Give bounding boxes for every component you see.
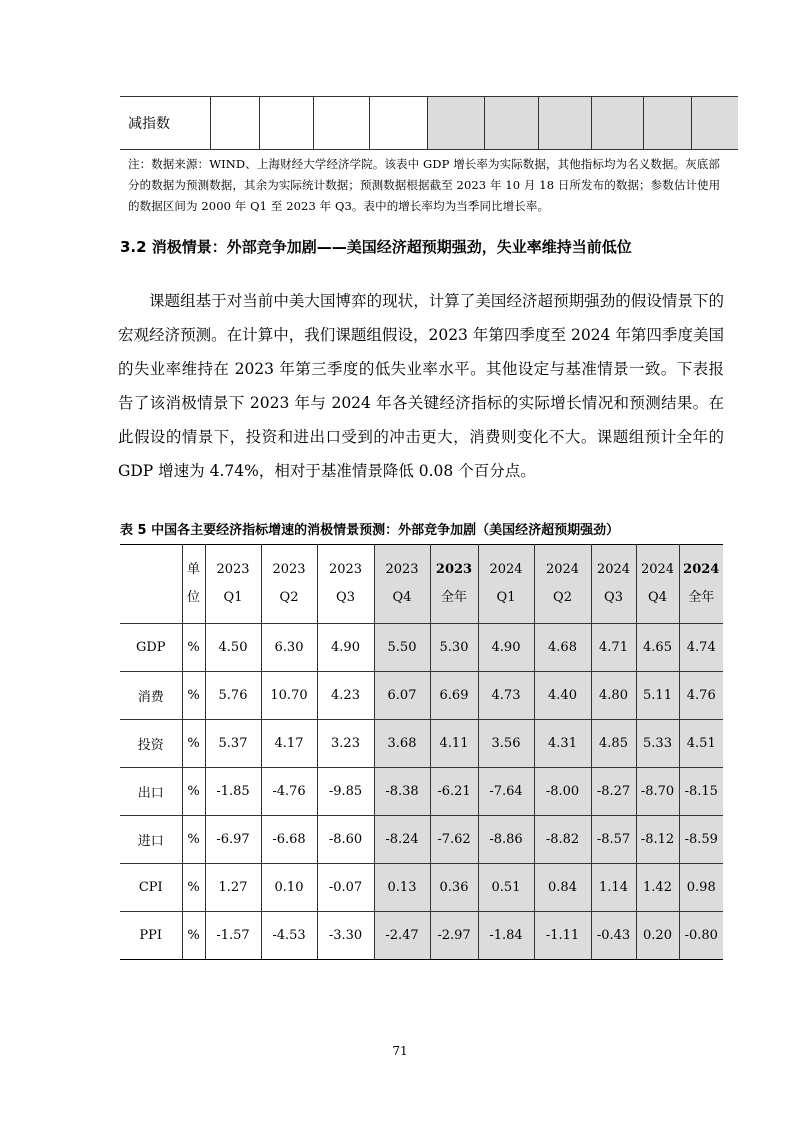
value-cell: -7.62 (430, 816, 478, 864)
table-row (120, 864, 723, 912)
indicator-name: 进口 (120, 816, 182, 864)
value-cell: 4.50 (205, 624, 261, 672)
value-cell: 6.69 (430, 672, 478, 720)
value-cell: 4.51 (679, 720, 723, 768)
row-label: 减指数 (120, 97, 211, 150)
column-year: 2023 (272, 562, 306, 577)
value-cell: -8.57 (591, 816, 636, 864)
value-cell: -0.80 (679, 912, 723, 960)
value-cell: -7.64 (478, 768, 534, 816)
empty-cell (539, 97, 592, 150)
unit-cell: % (182, 912, 205, 960)
forecast-table (120, 544, 723, 960)
body-paragraph: 课题组基于对当前中美大国博弈的现状，计算了美国经济超预期强劲的假设情景下的宏观经济预测。在计算中，我们课题组假设，2023 年第四季度至 2024 年第四季度美国的失业率维持在 2023 年第三季度的低失业率水平。其他设定与基准情景一致。下表报告了该消极情景下 2023 年与 2024 年各关键经济指标的实际增长情况和预测结果。在此假设的情景下，投资和进出口受到的冲击更大，消费则变化不大。课题组预计全年的 GDP 增速为 4.74%，相对于基准情景降低 0.08 个百分点。 (118, 292, 724, 480)
column-period: Q1 (223, 590, 243, 605)
column-header (205, 545, 261, 624)
column-period: Q2 (279, 590, 299, 605)
value-cell: 6.30 (261, 624, 317, 672)
column-period: Q4 (648, 590, 667, 605)
value-cell: -0.43 (591, 912, 636, 960)
value-cell: 4.17 (261, 720, 317, 768)
column-year: 2023 (328, 562, 363, 577)
column-period: Q2 (553, 590, 572, 605)
value-cell: -8.24 (374, 816, 430, 864)
empty-cell (592, 97, 644, 150)
value-cell: 0.84 (534, 864, 591, 912)
empty-cell (644, 97, 692, 150)
value-cell: 0.51 (478, 864, 534, 912)
continued-table (120, 96, 738, 150)
empty-cell (485, 97, 539, 150)
unit-cell: % (182, 672, 205, 720)
value-cell: 4.85 (591, 720, 636, 768)
indicator-name: 出口 (120, 768, 182, 816)
unit-cell: % (182, 816, 205, 864)
value-cell: 4.80 (591, 672, 636, 720)
value-cell: -1.57 (205, 912, 261, 960)
indicator-name: 投资 (120, 720, 182, 768)
indicator-name: GDP (120, 624, 182, 672)
column-header (374, 545, 430, 624)
column-period: Q3 (336, 590, 355, 605)
value-cell: 1.14 (591, 864, 636, 912)
column-year: 2024 (683, 562, 720, 577)
value-cell: 3.23 (317, 720, 374, 768)
value-cell: 4.31 (534, 720, 591, 768)
column-header (679, 545, 723, 624)
value-cell: 0.13 (374, 864, 430, 912)
column-year: 2023 (216, 562, 250, 577)
value-cell: -8.70 (636, 768, 679, 816)
value-cell: -8.59 (679, 816, 723, 864)
value-cell: 4.65 (636, 624, 679, 672)
value-cell: 0.10 (261, 864, 317, 912)
value-cell: 10.70 (261, 672, 317, 720)
value-cell: -6.68 (261, 816, 317, 864)
value-cell: -1.11 (534, 912, 591, 960)
value-cell: 4.73 (478, 672, 534, 720)
value-cell: -2.97 (430, 912, 478, 960)
table-header-row (120, 545, 723, 624)
unit-header-line: 单 (186, 562, 200, 577)
value-cell: 6.07 (374, 672, 430, 720)
empty-cell (314, 97, 370, 150)
column-year: 2024 (545, 562, 580, 577)
empty-cell (692, 97, 739, 150)
value-cell: -2.47 (374, 912, 430, 960)
value-cell: 5.33 (636, 720, 679, 768)
value-cell: -8.60 (317, 816, 374, 864)
table-row (120, 624, 723, 672)
value-cell: 5.37 (205, 720, 261, 768)
table-row (120, 672, 723, 720)
column-period: Q4 (392, 590, 412, 605)
value-cell: -8.82 (534, 816, 591, 864)
value-cell: -8.12 (636, 816, 679, 864)
value-cell: 0.98 (679, 864, 723, 912)
section-heading: 3.2 消极情景：外部竞争加剧——美国经济超预期强劲，失业率维持当前低位 (120, 238, 632, 256)
column-year: 2023 (435, 562, 473, 577)
value-cell: 0.36 (430, 864, 478, 912)
indicator-name: CPI (120, 864, 182, 912)
table-caption: 表 5 中国各主要经济指标增速的消极情景预测：外部竞争加剧（美国经济超预期强劲） (120, 523, 620, 538)
value-cell: -8.27 (591, 768, 636, 816)
column-header (534, 545, 591, 624)
value-cell: -0.07 (317, 864, 374, 912)
column-period: 全年 (440, 590, 467, 605)
value-cell: -9.85 (317, 768, 374, 816)
table-note: 注：数据来源：WIND、上海财经大学经济学院。该表中 GDP 增长率为实际数据，其他指标均为名义数据。灰底部分的数据为预测数据，其余为实际统计数据；预测数据根据截至 2023 年 10 月 18 日所发布的数据；参数估计使用的数据区间为 2000 年 Q1 至 2023 年 Q3。表中的增长率均为当季同比增长率。 (128, 157, 721, 213)
value-cell: 4.90 (317, 624, 374, 672)
value-cell: -8.00 (534, 768, 591, 816)
value-cell: -3.30 (317, 912, 374, 960)
column-period: 全年 (688, 590, 715, 605)
column-period: Q1 (496, 590, 516, 605)
value-cell: 5.76 (205, 672, 261, 720)
table-row (120, 768, 723, 816)
value-cell: 4.74 (679, 624, 723, 672)
value-cell: 5.50 (374, 624, 430, 672)
value-cell: -1.85 (205, 768, 261, 816)
value-cell: 3.68 (374, 720, 430, 768)
value-cell: -8.86 (478, 816, 534, 864)
unit-header-line: 位 (186, 590, 200, 605)
value-cell: 4.40 (534, 672, 591, 720)
column-header (591, 545, 636, 624)
page-number: 71 (392, 1044, 408, 1058)
empty-cell (260, 97, 314, 150)
value-cell: -6.21 (430, 768, 478, 816)
value-cell: 0.20 (636, 912, 679, 960)
table-row (120, 720, 723, 768)
value-cell: 1.42 (636, 864, 679, 912)
table-row (120, 97, 738, 150)
empty-cell (370, 97, 428, 150)
unit-cell: % (182, 720, 205, 768)
column-year: 2024 (596, 562, 631, 577)
value-cell: -4.76 (261, 768, 317, 816)
indicator-name: 消费 (120, 672, 182, 720)
value-cell: -1.84 (478, 912, 534, 960)
column-header (430, 545, 478, 624)
value-cell: -6.97 (205, 816, 261, 864)
value-cell: 5.30 (430, 624, 478, 672)
value-cell: -8.15 (679, 768, 723, 816)
empty-cell (428, 97, 485, 150)
value-cell: 4.23 (317, 672, 374, 720)
column-year: 2023 (385, 562, 419, 577)
value-cell: 5.11 (636, 672, 679, 720)
value-cell: 4.68 (534, 624, 591, 672)
unit-cell: % (182, 864, 205, 912)
column-header (317, 545, 374, 624)
column-header (261, 545, 317, 624)
header-indicator-cell (120, 545, 182, 624)
column-header (478, 545, 534, 624)
indicator-name: PPI (120, 912, 182, 960)
column-header (636, 545, 679, 624)
value-cell: 4.71 (591, 624, 636, 672)
value-cell: 3.56 (478, 720, 534, 768)
value-cell: 4.90 (478, 624, 534, 672)
value-cell: 4.11 (430, 720, 478, 768)
column-year: 2024 (640, 562, 675, 577)
empty-cell (211, 97, 260, 150)
value-cell: 4.76 (679, 672, 723, 720)
column-year: 2024 (489, 562, 523, 577)
value-cell: -4.53 (261, 912, 317, 960)
unit-cell: % (182, 624, 205, 672)
value-cell: 1.27 (205, 864, 261, 912)
column-period: Q3 (604, 590, 623, 605)
header-unit-cell (182, 545, 205, 624)
unit-cell: % (182, 768, 205, 816)
table-row (120, 912, 723, 960)
value-cell: -8.38 (374, 768, 430, 816)
table-row (120, 816, 723, 864)
